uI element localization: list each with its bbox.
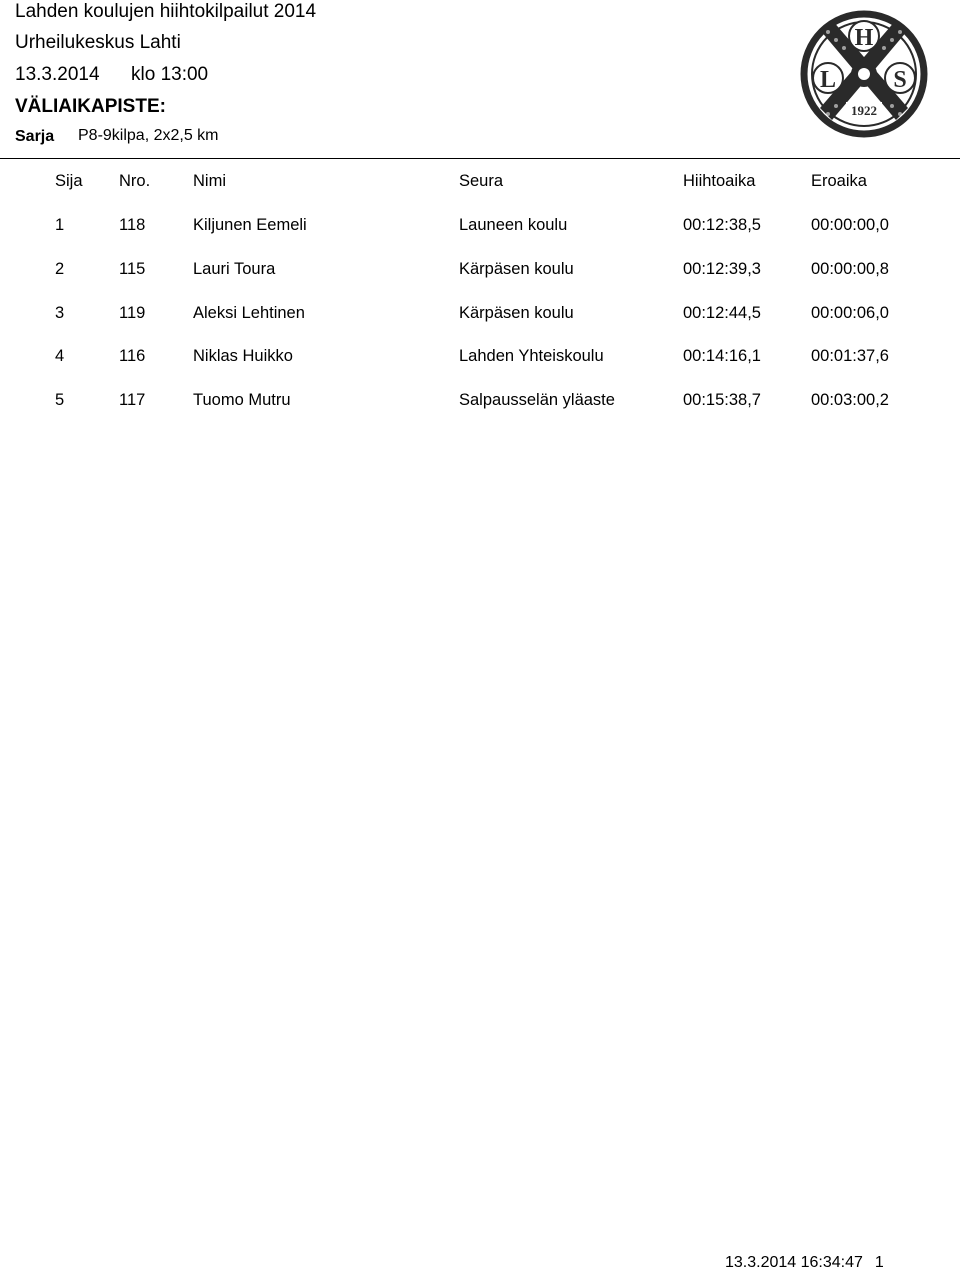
- series-value: P8-9kilpa, 2x2,5 km: [78, 127, 219, 144]
- table-row: [0, 345, 960, 367]
- event-time: klo 13:00: [131, 64, 209, 85]
- cell-club: Salpausselän yläaste: [459, 391, 615, 409]
- cell-name: Lauri Toura: [193, 260, 276, 278]
- column-header-ski-time: Hiihtoaika: [683, 172, 756, 190]
- logo-year: 1922: [851, 103, 877, 118]
- cell-number: 117: [119, 391, 146, 409]
- header-divider: [0, 158, 960, 159]
- cell-ski-time: 00:15:38,7: [683, 391, 761, 409]
- cell-difference: 00:00:00,8: [811, 260, 889, 278]
- table-row: [0, 389, 960, 411]
- column-header-club: Seura: [459, 172, 504, 190]
- page-number: 1: [874, 1254, 884, 1271]
- logo-letter-h: H: [854, 25, 874, 51]
- print-timestamp: 13.3.2014 16:34:47: [725, 1254, 863, 1271]
- cell-club: Launeen koulu: [459, 216, 568, 234]
- cell-name: Niklas Huikko: [193, 347, 293, 365]
- column-header-position: Sija: [55, 172, 83, 190]
- hls-1922-club-logo-icon: [798, 10, 930, 138]
- cell-difference: 00:03:00,2: [811, 391, 889, 409]
- cell-difference: 00:01:37,6: [811, 347, 889, 365]
- cell-club: Kärpäsen koulu: [459, 304, 574, 322]
- cell-difference: 00:00:00,0: [811, 216, 889, 234]
- cell-position: 5: [55, 391, 65, 409]
- table-row: [0, 302, 960, 324]
- table-row: [0, 258, 960, 280]
- checkpoint-heading: VÄLIAIKAPISTE:: [15, 96, 166, 117]
- event-title: Lahden koulujen hiihtokilpailut 2014: [15, 1, 317, 22]
- cell-ski-time: 00:12:39,3: [683, 260, 761, 278]
- column-header-difference: Eroaika: [811, 172, 867, 190]
- venue: Urheilukeskus Lahti: [15, 32, 181, 53]
- cell-position: 2: [55, 260, 65, 278]
- cell-number: 116: [119, 347, 146, 365]
- cell-position: 3: [55, 304, 65, 322]
- cell-name: Kiljunen Eemeli: [193, 216, 307, 234]
- logo-letter-l: L: [819, 67, 837, 93]
- column-header-name: Nimi: [193, 172, 226, 190]
- column-header-number: Nro.: [119, 172, 151, 190]
- cell-position: 1: [55, 216, 65, 234]
- cell-club: Lahden Yhteiskoulu: [459, 347, 604, 365]
- cell-club: Kärpäsen koulu: [459, 260, 574, 278]
- event-date: 13.3.2014: [15, 64, 100, 85]
- cell-ski-time: 00:12:44,5: [683, 304, 761, 322]
- cell-number: 119: [119, 304, 146, 322]
- cell-number: 115: [119, 260, 146, 278]
- page-footer: [725, 1253, 884, 1273]
- series-label: Sarja: [15, 128, 55, 145]
- logo-letter-s: S: [893, 67, 907, 93]
- cell-ski-time: 00:12:38,5: [683, 216, 761, 234]
- table-row: [0, 214, 960, 236]
- cell-ski-time: 00:14:16,1: [683, 347, 761, 365]
- table-header: [0, 170, 960, 192]
- cell-difference: 00:00:06,0: [811, 304, 889, 322]
- cell-position: 4: [55, 347, 65, 365]
- cell-name: Aleksi Lehtinen: [193, 304, 305, 322]
- cell-name: Tuomo Mutru: [193, 391, 291, 409]
- cell-number: 118: [119, 216, 146, 234]
